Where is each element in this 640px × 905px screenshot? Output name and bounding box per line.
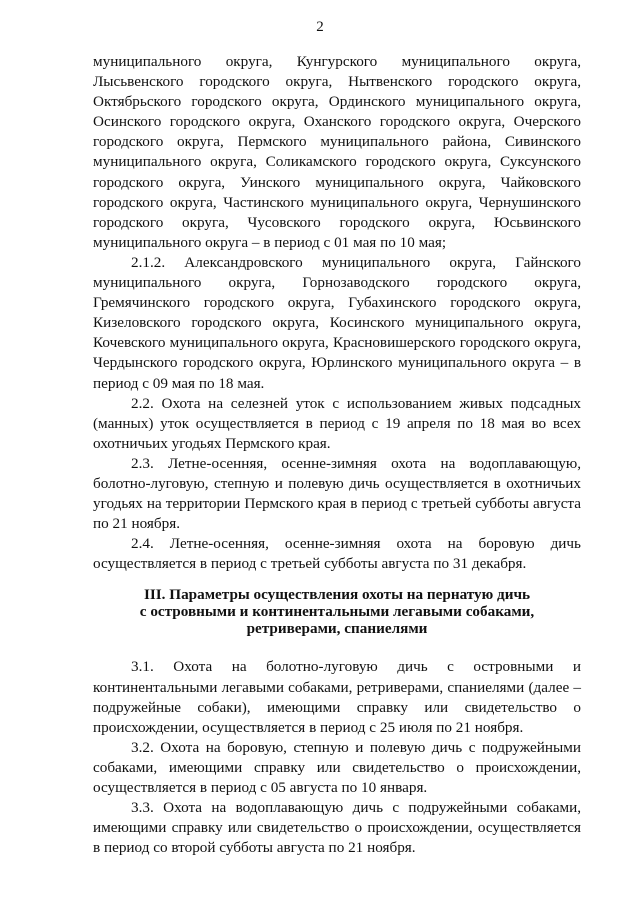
paragraph-3-2: 3.2. Охота на боровую, степную и полевую дичь с подружейными собаками, имеющими справку или свидетельство о происхождении, осуществляется в период с 05 августа по 10 января. xyxy=(93,738,581,796)
section-heading-line-1: III. Параметры осуществления охоты на пернатую дичь xyxy=(143,586,531,604)
document-body xyxy=(93,52,581,858)
page-number: 2 xyxy=(316,19,324,35)
section-heading xyxy=(93,586,581,637)
paragraph-2-2: 2.2. Охота на селезней уток с использованием живых подсадных (манных) уток осуществляется в период с 19 апреля по 18 мая во всех охотничьих угодьях Пермского края. xyxy=(93,394,581,452)
paragraph-2-3: 2.3. Летне-осенняя, осенне-зимняя охота на водоплавающую, болотно-луговую, степную и полевую дичь осуществляется в охотничьих угодьях на территории Пермского края в период с третьей субботы августа по 21 ноября. xyxy=(93,454,581,533)
section-heading-line-2: с островными и континентальными легавыми собаками, xyxy=(139,603,535,621)
paragraph-2-1-1-continuation: муниципального округа, Кунгурского муниципального округа, Лысьвенского городского округа, Нытвенского городского округа, Октябрьского городского округа, Ординского муниципального округа, Осинского городского округа, Оханского городского округа, Очерского городского округа, Пермского муниципального района, Сивинского муниципального округа, Соликамского городского округа, Суксунского городского округа, Уинского муниципального округа, Чайковского городского округа, Частинского муниципального округа, Чернушинского городского округа, Чусовского городского округа, Юсьвинского муниципального округа – в период с 01 мая по 10 мая; xyxy=(93,53,581,251)
section-heading-line-3: ретриверами, спаниелями xyxy=(246,620,428,638)
paragraph-3-3: 3.3. Охота на водоплавающую дичь с подружейными собаками, имеющими справку или свидетельство о происхождении, осуществляется в период со второй субботы августа по 21 ноября. xyxy=(93,799,581,857)
paragraph-2-1-2: 2.1.2. Александровского муниципального округа, Гайнского муниципального округа, Горнозаводского городского округа, Гремячинского городского округа, Губахинского городского округа, Кизеловского городского округа, Косинского муниципального округа, Кочевского муниципального округа, Красновишерского городского округа, Чердынского городского округа, Юрлинского муниципального округа – в период с 09 мая по 18 мая. xyxy=(93,253,581,392)
paragraph-3-1: 3.1. Охота на болотно-луговую дичь с островными и континентальными легавыми собаками, ретриверами, спаниелями (далее – подружейные собаки), имеющими справку или свидетельство о происхождении, осуществляется в период с 25 июля по 21 ноября. xyxy=(93,658,581,736)
paragraph-2-4: 2.4. Летне-осенняя, осенне-зимняя охота на боровую дичь осуществляется в период с третьей субботы августа по 31 декабря. xyxy=(93,535,581,573)
